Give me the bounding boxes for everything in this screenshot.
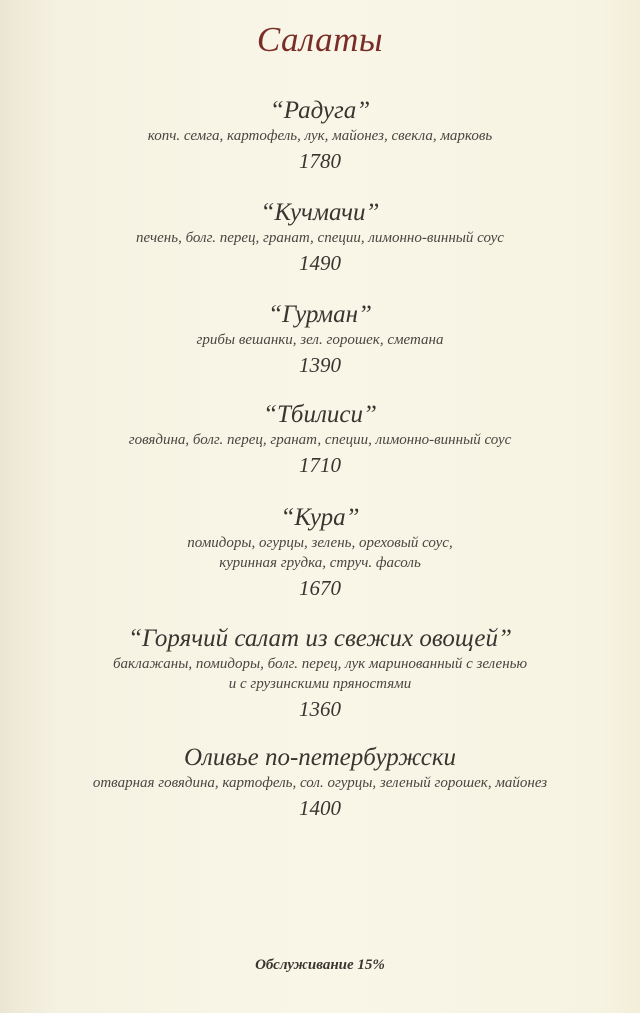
- service-charge-note: Обслуживание 15%: [255, 957, 385, 973]
- dish-price: 1400: [299, 796, 341, 820]
- dish-description: копч. семга, картофель, лук, майонез, свекла, марковь: [147, 128, 493, 144]
- dish-description: говядина, болг. перец, гранат, специи, лимонно-винный соус: [128, 432, 512, 448]
- menu-item-tbilisi: [0, 400, 640, 478]
- dish-price: 1670: [299, 576, 341, 600]
- dish-description: отварная говядина, картофель, сол. огурцы, зеленый горошек, майонез: [92, 775, 548, 791]
- dish-name: “Кучмачи”: [260, 199, 380, 226]
- dish-name: “Горячий салат из свежих овощей”: [128, 625, 512, 652]
- dish-description: помидоры, огурцы, зелень, ореховый соус,: [187, 535, 453, 551]
- dish-description: баклажаны, помидоры, болг. перец, лук маринованный с зеленью: [112, 656, 528, 672]
- menu-item-gurman: [0, 300, 640, 378]
- dish-name: “Тбилиси”: [263, 401, 377, 428]
- dish-price: 1360: [299, 697, 341, 721]
- dish-name: “Гурман”: [268, 301, 372, 328]
- menu-item-raduga: [0, 96, 640, 174]
- dish-name: “Кура”: [280, 504, 360, 531]
- dish-description: куринная грудка, струч. фасоль: [219, 555, 421, 571]
- dish-name: Оливье по-петербуржски: [183, 744, 457, 771]
- menu-item-kura: [0, 503, 640, 601]
- dish-price: 1490: [299, 251, 341, 275]
- page-title: Салаты: [256, 20, 384, 59]
- menu-item-kuchmachi: [0, 198, 640, 276]
- dish-name: “Радуга”: [269, 97, 371, 124]
- dish-description: печень, болг. перец, гранат, специи, лимонно-винный соус: [136, 230, 504, 246]
- menu-item-olivier: [0, 743, 640, 821]
- dish-description: и с грузинскими пряностями: [228, 676, 412, 692]
- dish-price: 1780: [299, 149, 341, 173]
- dish-price: 1390: [299, 353, 341, 377]
- dish-description: грибы вешанки, зел. горошек, сметана: [196, 332, 444, 348]
- dish-price: 1710: [299, 453, 341, 477]
- menu-item-hot-salad: [0, 624, 640, 722]
